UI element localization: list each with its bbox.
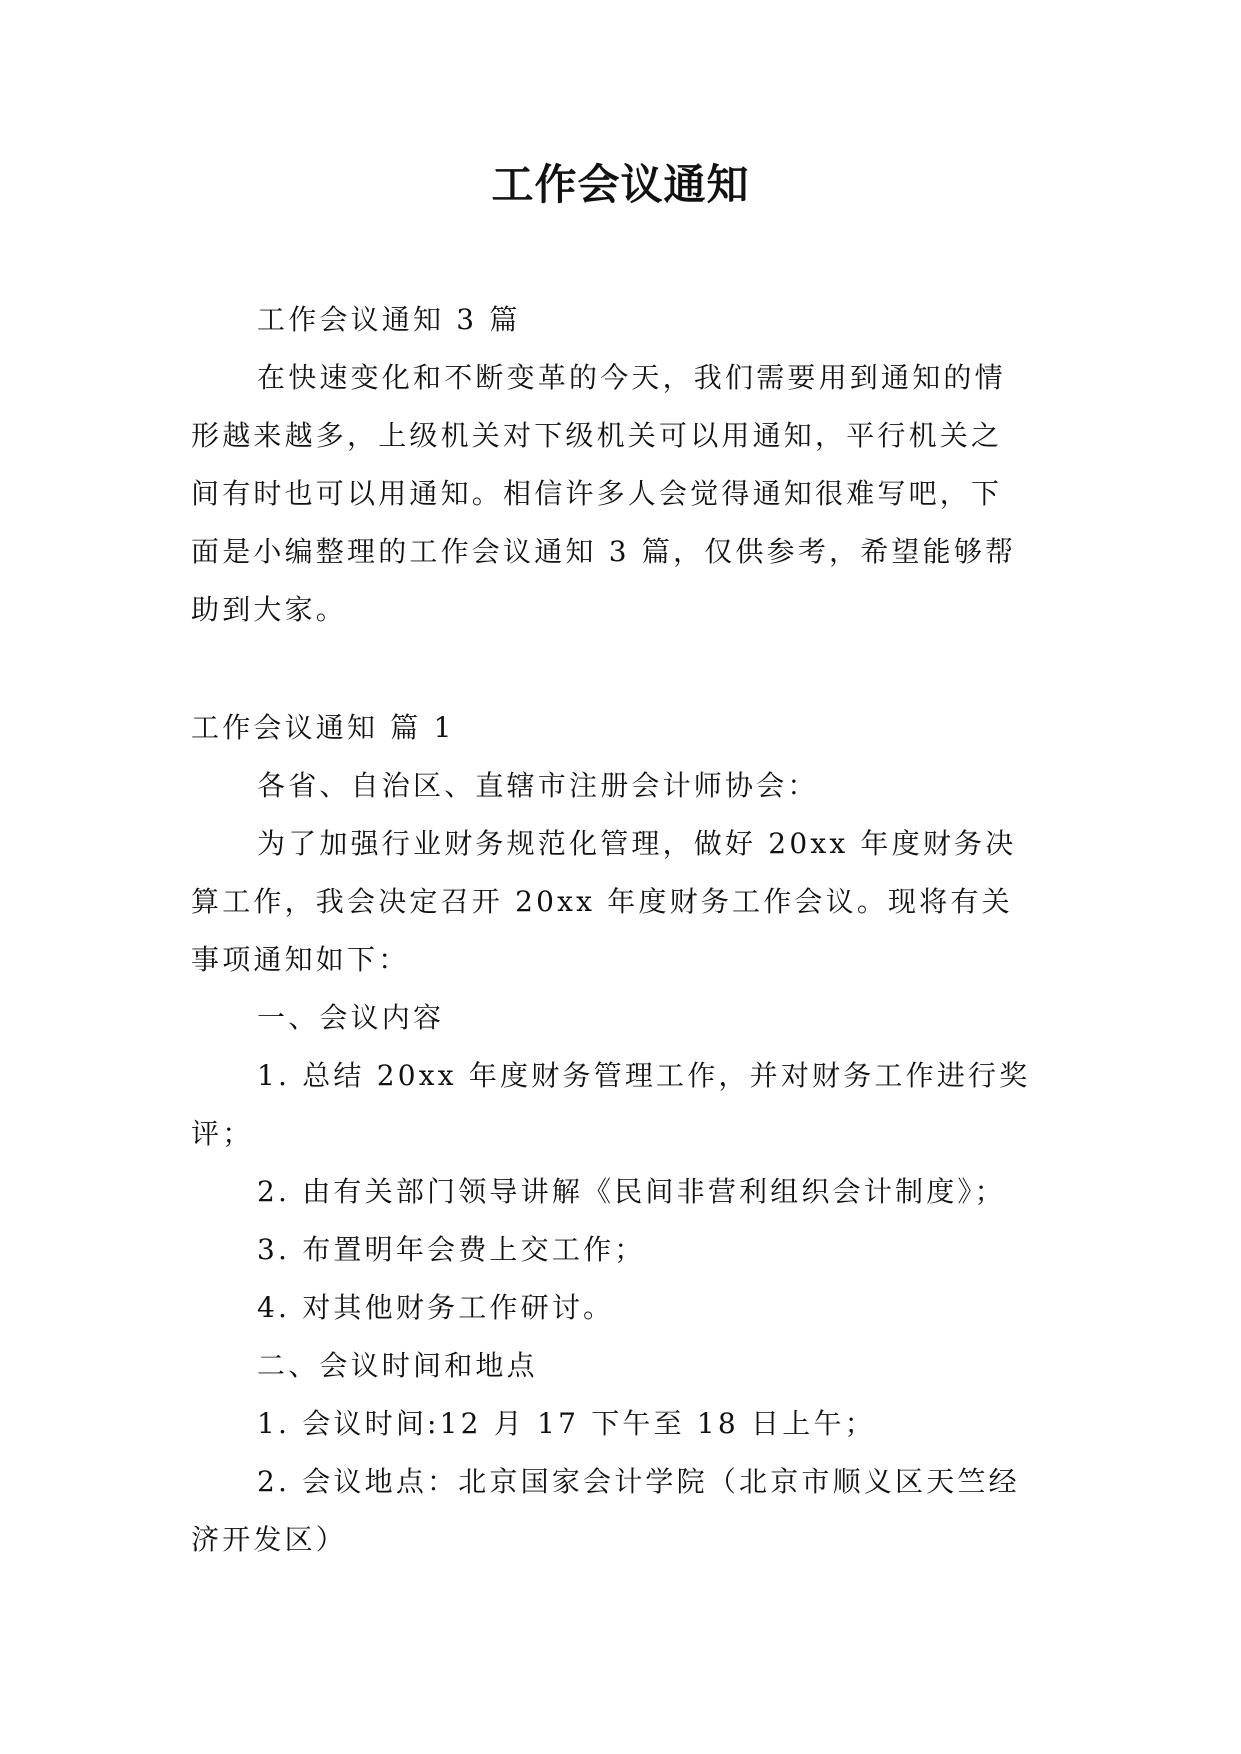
list-item-line: 3. 布置明年会费上交工作； [257,1233,646,1266]
list-item-line: 评； [191,1117,254,1150]
body-paragraph-line: 为了加强行业财务规范化管理，做好 20xx 年度财务决 [257,827,1017,860]
intro-paragraph-line: 面是小编整理的工作会议通知 3 篇，仅供参考，希望能够帮 [191,535,1017,568]
list-item-line: 2. 会议地点：北京国家会计学院（北京市顺义区天竺经 [257,1465,1020,1498]
intro-paragraph-line: 助到大家。 [191,593,348,626]
list-item-line: 济开发区） [191,1523,348,1556]
body-paragraph-line: 算工作，我会决定召开 20xx 年度财务工作会议。现将有关 [191,885,1013,918]
intro-paragraph-line: 形越来越多，上级机关对下级机关可以用通知，平行机关之 [191,419,1003,452]
intro-paragraph-line: 在快速变化和不断变革的今天，我们需要用到通知的情 [257,361,1006,394]
intro-paragraph-line: 间有时也可以用通知。相信许多人会觉得通知很难写吧，下 [191,477,1003,510]
list-item-line: 1. 总结 20xx 年度财务管理工作，并对财务工作进行奖 [257,1059,1031,1092]
list-item-line: 1. 会议时间:12 月 17 下午至 18 日上午； [257,1407,876,1440]
addressee-line: 各省、自治区、直辖市注册会计师协会： [257,769,819,802]
subsection-heading: 二、会议时间和地点 [257,1349,538,1382]
subsection-heading: 一、会议内容 [257,1001,445,1034]
list-item-line: 4. 对其他财务工作研讨。 [257,1291,615,1324]
section-heading: 工作会议通知 篇 1 [191,711,455,744]
list-item-line: 2. 由有关部门领导讲解《民间非营利组织会计制度》； [257,1175,1006,1208]
document-title: 工作会议通知 [491,160,750,209]
intro-heading: 工作会议通知 3 篇 [257,303,521,336]
body-paragraph-line: 事项通知如下： [191,943,410,976]
